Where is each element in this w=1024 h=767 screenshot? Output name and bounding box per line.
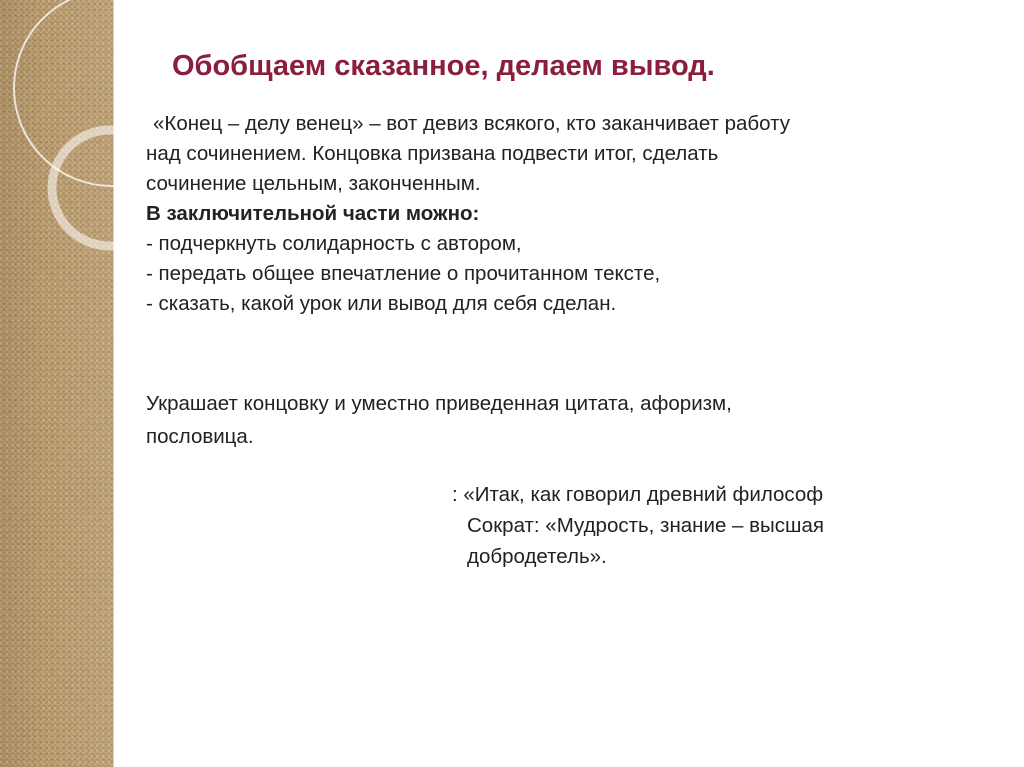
list-item: - передать общее впечатление о прочитанном тексте, bbox=[146, 262, 661, 285]
intro-line-2: над сочинением. Концовка призвана подвести итог, сделать bbox=[146, 142, 719, 165]
intro-line-1: «Конец – делу венец» – вот девиз всякого, кто заканчивает работу bbox=[153, 112, 790, 135]
decoration-line-1: Украшает концовку и уместно приведенная цитата, афоризм, bbox=[146, 392, 732, 415]
burlap-shading bbox=[0, 0, 113, 767]
intro-line-3: сочинение цельным, законченным. bbox=[146, 172, 481, 195]
quote-line-3: добродетель». bbox=[467, 545, 607, 568]
slide-title: Обобщаем сказанное, делаем вывод. bbox=[172, 50, 715, 82]
quote-line-1: : «Итак, как говорил древний философ bbox=[452, 483, 824, 506]
socrates-quote bbox=[452, 479, 972, 572]
quote-line-2: Сократ: «Мудрость, знание – высшая bbox=[467, 514, 824, 537]
decoration-paragraph bbox=[146, 387, 966, 453]
main-text-block bbox=[146, 109, 986, 319]
list-item: - подчеркнуть солидарность с автором, bbox=[146, 232, 522, 255]
list-heading: В заключительной части можно: bbox=[146, 202, 480, 225]
list-item: - сказать, какой урок или вывод для себя сделан. bbox=[146, 292, 617, 315]
decoration-line-2: пословица. bbox=[146, 425, 254, 448]
